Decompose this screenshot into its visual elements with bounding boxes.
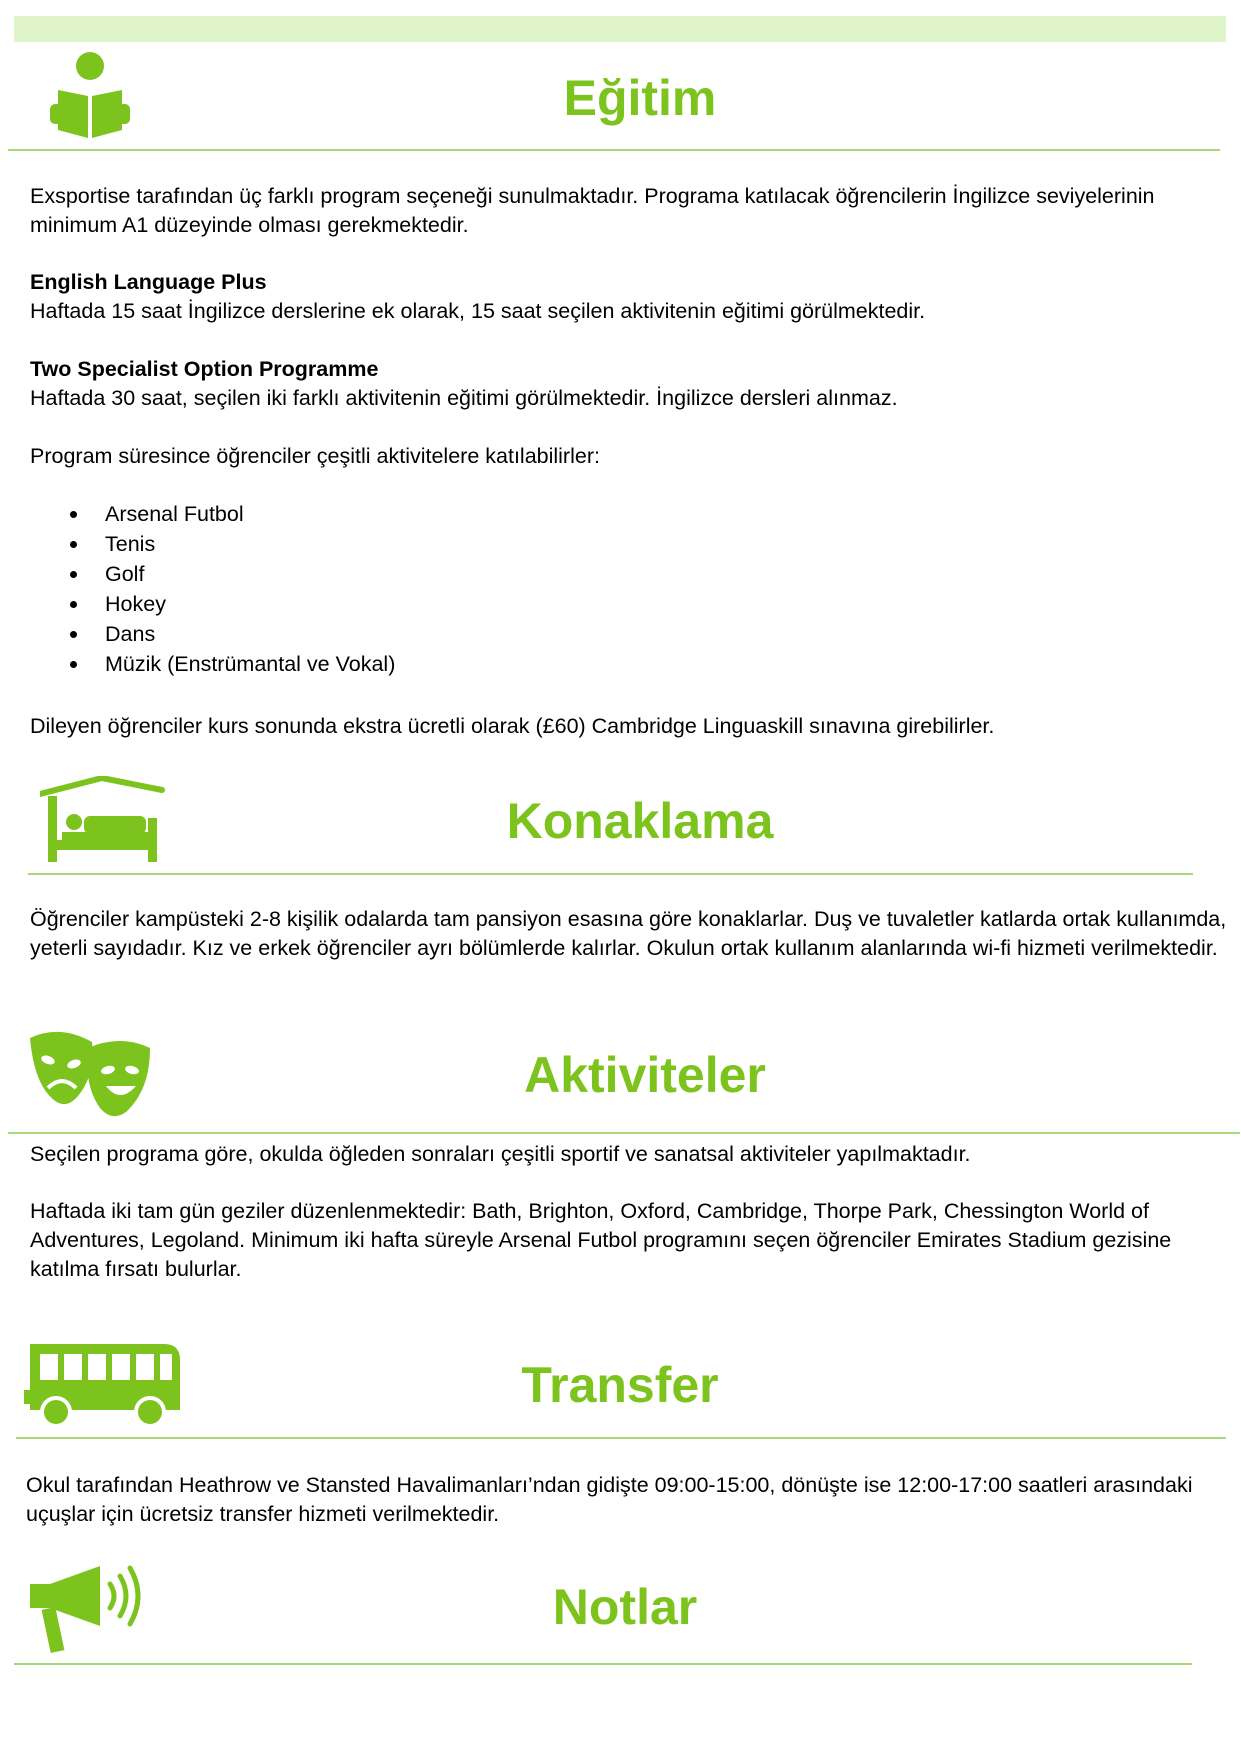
aktiviteler-text-1: Seçilen programa göre, okulda öğleden sonraları çeşitli sportif ve sanatsal aktiviteler yapılmaktadır.	[30, 1142, 971, 1166]
section-title-notlar: Notlar	[552, 1579, 698, 1635]
program-text-two-specialist: Haftada 30 saat, seçilen iki farklı aktivitenin eğitimi görülmektedir. İngilizce dersleri alınmaz.	[30, 386, 898, 410]
activities-list	[30, 499, 930, 679]
list-item: Müzik (Enstrümantal ve Vokal)	[30, 649, 930, 679]
bed-icon	[40, 776, 165, 866]
list-item: Tenis	[30, 529, 930, 559]
top-band	[14, 16, 1226, 42]
aktiviteler-text-2: Haftada iki tam gün geziler düzenlenmektedir: Bath, Brighton, Oxford, Cambridge, Thorpe Park, Chessington World of Adventures, Legoland. Minimum iki hafta süreyle Arsenal Futbol programını seçen öğrenciler Emirates Stadium gezisine katılma fırsatı bulurlar.	[30, 1199, 1172, 1281]
transfer-text: Okul tarafından Heathrow ve Stansted Havalimanları’ndan gidişte 09:00-15:00, dönüşte ise 12:00-17:00 saatleri arasındaki uçuşlar için ücretsiz transfer hizmeti verilmektedir.	[26, 1473, 1193, 1526]
list-item: Golf	[30, 559, 930, 589]
section-rule-notlar	[14, 1663, 1192, 1665]
section-rule-aktiviteler	[8, 1132, 1240, 1134]
list-item: Arsenal Futbol	[30, 499, 930, 529]
section-rule-transfer	[16, 1437, 1226, 1439]
section-title-transfer: Transfer	[521, 1357, 719, 1413]
section-title-egitim: Eğitim	[563, 70, 717, 126]
program-name-english-language-plus: English Language Plus	[30, 270, 267, 294]
program-name-two-specialist: Two Specialist Option Programme	[30, 357, 379, 381]
theater-masks-icon	[26, 1030, 154, 1118]
list-item: Hokey	[30, 589, 930, 619]
activities-intro: Program süresince öğrenciler çeşitli aktivitelere katılabilirler:	[30, 444, 600, 468]
konaklama-text: Öğrenciler kampüsteki 2-8 kişilik odalarda tam pansiyon esasına göre konaklarlar. Duş ve tuvaletler katlarda ortak kullanımda, yeterli sayıdadır. Kız ve erkek öğrenciler ayrı bölümlerde kalırlar. Okulun ortak kullanım alanlarında wi-fi hizmeti verilmektedir.	[30, 907, 1227, 960]
program-text-english-language-plus: Haftada 15 saat İngilizce derslerine ek olarak, 15 saat seçilen aktivitenin eğitimi görülmektedir.	[30, 299, 926, 323]
section-title-aktiviteler: Aktiviteler	[524, 1047, 766, 1103]
section-rule-konaklama	[28, 873, 1193, 875]
list-item: Dans	[30, 619, 930, 649]
egitim-intro: Exsportise tarafından üç farklı program seçeneği sunulmaktadır. Programa katılacak öğrencilerin İngilizce seviyelerinin minimum A1 düzeyinde olması gerekmektedir.	[30, 184, 1155, 237]
section-rule-egitim	[8, 149, 1220, 151]
section-title-konaklama: Konaklama	[506, 793, 774, 849]
bus-icon	[24, 1340, 184, 1432]
exam-note: Dileyen öğrenciler kurs sonunda ekstra ücretli olarak (£60) Cambridge Linguaskill sınavına girebilirler.	[30, 714, 995, 738]
megaphone-icon	[26, 1562, 144, 1658]
reading-person-icon	[50, 50, 130, 142]
